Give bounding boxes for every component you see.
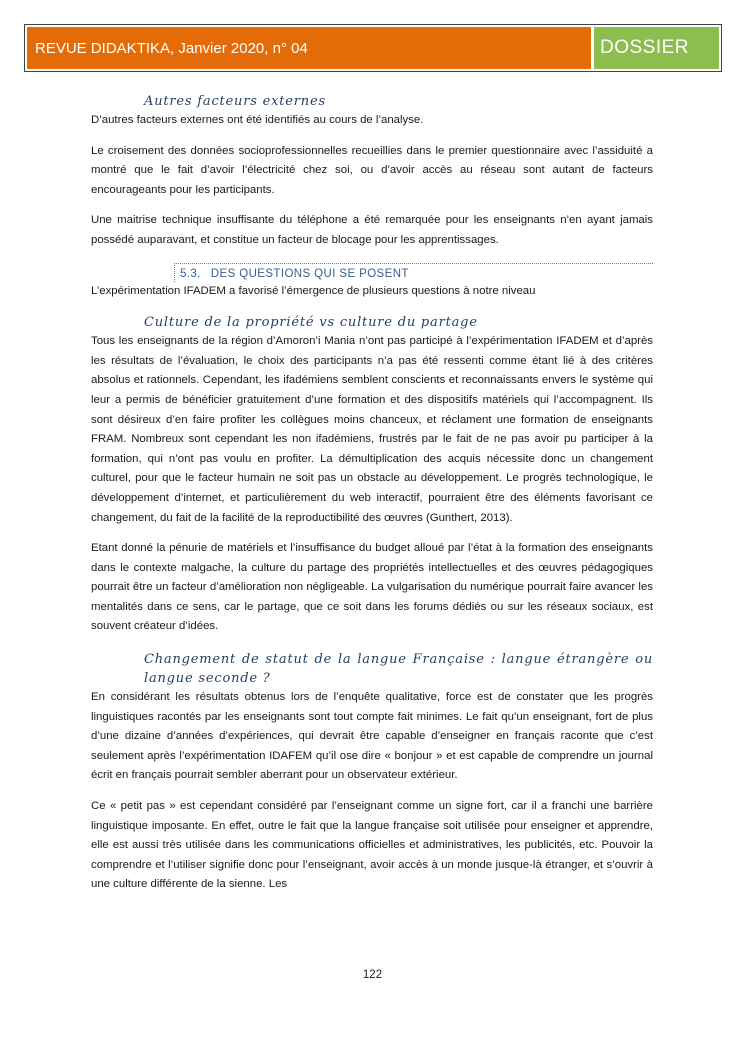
paragraph: L’expérimentation IFADEM a favorisé l’émergence de plusieurs questions à notre niveau [91,284,536,297]
page-number: 122 [362,969,383,981]
paragraph: En considérant les résultats obtenus lors de l’enquête qualitative, force est de constater que les progrès linguistiques racontés par les enseignants sont tout compte fait minimes. Le fait qu’un enseignant, fort de plus d’une dizaine d’années d’expériences, qui devrait être capable d’enseigner en français raconte que c’est seulement après l’expérimentation IDAFEM qu’il ose dire « bonjour » et est capable de comprendre un journal écrit en français pourrait sembler aberrant pour un observateur extérieur. [91,691,653,782]
journal-title: REVUE DIDAKTIKA, Janvier 2020, n° 04 [27,27,591,69]
paragraph: Une maitrise technique insuffisante du téléphone a été remarquée pour les enseignants n’en ayant jamais possédé auparavant, et constitue un facteur de blocage pour les apprentissages. [91,214,653,246]
section-title: DES QUESTIONS QUI SE POSENT [210,267,409,280]
section-number: 5.3. [180,267,201,280]
heading-autres-facteurs: Autres facteurs externes [144,94,326,109]
page-header [24,24,722,72]
paragraph: Ce « petit pas » est cependant considéré par l’enseignant comme un signe fort, car il a franchi une barrière linguistique imposante. En effet, outre le fait que la langue française soit utilisée pour enseigner et apprendre, elle est aussi très utilisée dans les communications officielles et administratives, les publicités, etc. Pouvoir la comprendre et l’utiliser signifie donc pour l’enseignant, avoir accès à un monde jusque-là étranger, et s’ouvrir à une culture différente de la sienne. Les [91,800,653,891]
section-label: DOSSIER [594,27,719,69]
paragraph: D’autres facteurs externes ont été identifiés au cours de l’analyse. [91,114,424,126]
article-body [91,92,653,906]
paragraph: Le croisement des données socioprofessionnelles recueillies dans le premier questionnaire avec l’assiduité a montré que le fait d’avoir l’électricité chez soi, ou d’avoir accès au réseau sont autant de facteurs encourageants pour les participants. [91,144,653,196]
section-heading-5-3 [174,263,653,282]
heading-changement-statut: Changement de statut de la langue Française : langue étrangère ou langue seconde ? [144,652,653,687]
paragraph: Tous les enseignants de la région d’Amoron’i Mania n’ont pas participé à l’expérimentation IFADEM et d’après les résultats de l’évaluation, le choix des participants n’a pas été ressenti comme étant lié à des critères absolus et rationnels. Cependant, les ifadémiens semblent conscients et reconnaissants envers le système qui leur a permis de bénéficier gratuitement d’une formation et des dispositifs matériels qui l’accompagnent. Ils sont désireux d’en faire profiter les collègues moins chanceux, et réclament une formation de enseignants FRAM. Nombreux sont cependant les non ifadémiens, frustrés par le fait de ne pas avoir pu participer à la formation, qui n’ont pas voulu en profiter. La démultiplication des acquis nécessite donc un changement culturel, pour que le facteur humain ne soit pas un obstacle au développement. Le progrès technologique, le développement d’internet, et particulièrement du web interactif, pourraient être des éléments favorisant ce changement, du fait de la facilité de la reproductibilité des œuvres (Gunthert, 2013). [91,335,653,524]
paragraph: Etant donné la pénurie de matériels et l’insuffisance du budget alloué par l’état à la formation des enseignants dans le contexte malgache, la culture du partage des propriétés intellectuelles et des œuvres pédagogiques pourrait être un facteur d’amélioration non négligeable. La vulgarisation du numérique pourrait faire avancer les mentalités dans ce sens, car le partage, que ce soit dans les forums dédiés ou sur les réseaux sociaux, est souvent créateur d’idées. [91,542,653,633]
heading-culture-propriete: Culture de la propriété vs culture du partage [144,315,478,331]
